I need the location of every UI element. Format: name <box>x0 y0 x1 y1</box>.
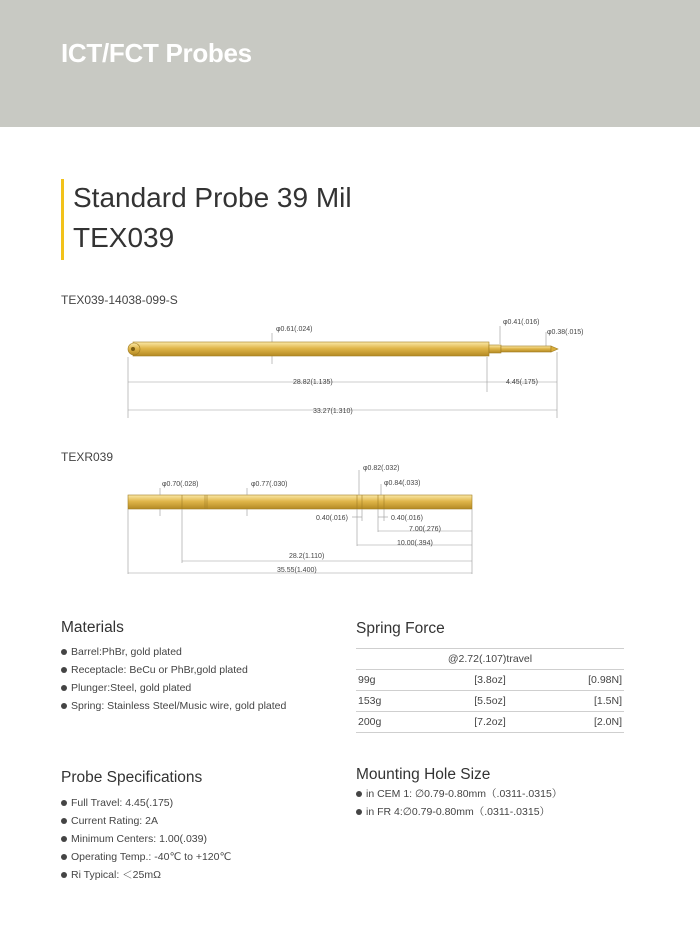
force-ounces: [5.5oz] <box>444 691 535 712</box>
probe1-total-length: 33.27(1.310) <box>313 408 353 415</box>
force-ounces: [7.2oz] <box>444 712 535 733</box>
probe1-plunger <box>501 346 551 352</box>
specs-item: Full Travel: 4.45(.175) <box>61 794 231 812</box>
spring-force-title: Spring Force <box>356 620 445 637</box>
force-newtons: [2.0N] <box>536 712 624 733</box>
specs-item: Operating Temp.: -40℃ to +120℃ <box>61 848 231 866</box>
product-title: Standard Probe 39 Mil <box>73 182 352 213</box>
header-banner <box>0 0 700 127</box>
header-title: ICT/FCT Probes <box>61 38 252 68</box>
force-grams: 99g <box>356 670 444 691</box>
receptacle-diameter-2: φ0.77(.030) <box>251 481 288 488</box>
spring-force-table <box>356 648 624 733</box>
force-newtons: [0.98N] <box>536 670 624 691</box>
materials-item: Barrel:PhBr, gold plated <box>61 643 286 661</box>
materials-list <box>61 643 286 715</box>
probe1-barrel-length: 28.82(1.135) <box>293 379 333 386</box>
probe1-tip-diameter: φ0.38(.015) <box>547 329 584 336</box>
specs-item: Minimum Centers: 1.00(.039) <box>61 830 231 848</box>
force-ounces: [3.8oz] <box>444 670 535 691</box>
diagram2-label: TEXR039 <box>61 450 114 464</box>
table-row <box>356 691 624 712</box>
probe1-plunger-length: 4.45(.175) <box>506 379 538 386</box>
probe1-barrel-diameter: φ0.61(.024) <box>276 326 313 333</box>
probe1-barrel <box>133 342 489 356</box>
receptacle-diameter-1: φ0.70(.028) <box>162 481 199 488</box>
receptacle-diameter-4: φ0.84(.033) <box>384 480 421 487</box>
mounting-title: Mounting Hole Size <box>356 766 491 783</box>
specs-item: Ri Typical: ＜25mΩ <box>61 866 231 884</box>
specs-list <box>61 794 231 884</box>
specs-item: Current Rating: 2A <box>61 812 231 830</box>
force-grams: 153g <box>356 691 444 712</box>
mounting-item: in FR 4:∅0.79-0.80mm（.0311-.0315） <box>356 803 562 821</box>
product-model: TEX039 <box>73 222 175 253</box>
receptacle-groove-2: 0.40(.016) <box>391 515 423 522</box>
table-row <box>356 712 624 733</box>
table-row <box>356 670 624 691</box>
force-grams: 200g <box>356 712 444 733</box>
receptacle-body <box>128 495 472 509</box>
probe1-tip <box>551 346 558 352</box>
receptacle-length-2: 10.00(.394) <box>397 540 433 547</box>
diagram1-label: TEX039-14038-099-S <box>61 293 178 307</box>
materials-title: Materials <box>61 619 124 636</box>
probe1-plunger-diameter: φ0.41(.016) <box>503 319 540 326</box>
receptacle-diameter-3: φ0.82(.032) <box>363 465 400 472</box>
spring-force-header: @2.72(.107)travel <box>356 649 624 670</box>
probe-diagram-1 <box>0 310 700 420</box>
receptacle-length-4: 35.55(1.400) <box>277 567 317 574</box>
force-newtons: [1.5N] <box>536 691 624 712</box>
materials-item: Spring: Stainless Steel/Music wire, gold plated <box>61 697 286 715</box>
materials-item: Receptacle: BeCu or PhBr,gold plated <box>61 661 286 679</box>
receptacle-groove-1: 0.40(.016) <box>316 515 348 522</box>
materials-item: Plunger:Steel, gold plated <box>61 679 286 697</box>
receptacle-length-1: 7.00(.276) <box>409 526 441 533</box>
probe1-plunger-collar <box>489 345 501 353</box>
receptacle-length-3: 28.2(1.110) <box>289 553 325 560</box>
probe-diagram-2 <box>0 460 700 580</box>
mounting-list <box>356 785 562 821</box>
mounting-item: in CEM 1: ∅0.79-0.80mm（.0311-.0315） <box>356 785 562 803</box>
specs-title: Probe Specifications <box>61 769 203 786</box>
product-title-block <box>61 179 352 260</box>
